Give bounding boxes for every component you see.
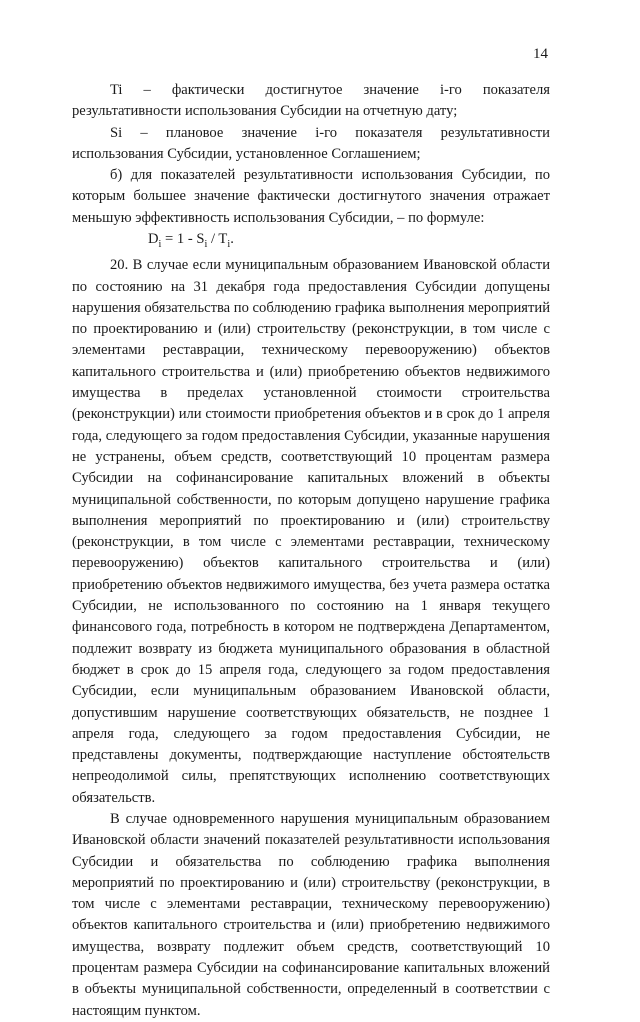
clause-20-simultaneous: В случае одновременного нарушения муниципальным образованием Ивановской области значений показателей результативности использования Субсидии и обязательства по соблюдению графика выполнения мероприятий по проектированию и (или) строительству (реконструкции, в том числе с элементами реставрации, техническому перевооружению) объектов капитального строительства и (или) приобретению недвижимого имущества, возврату подлежит объем средств, соответствующий 10 процентам размера Субсидии на софинансирование капитальных вложений в объекты муниципальной собственности, определенный в соответствии с настоящим пунктом. (72, 811, 550, 1019)
formula-divider: / T (207, 231, 228, 248)
formula-lhs-sub: i (158, 238, 162, 250)
definition-si: Si – плановое значение i-го показателя результативности использования Субсидии, установленное Соглашением; (72, 124, 550, 162)
formula-t-sub: i (227, 238, 231, 250)
formula-middle: = 1 - S (161, 231, 205, 248)
page-number: 14 (533, 46, 548, 62)
formula-di (72, 229, 550, 255)
formula-end: . (230, 231, 234, 248)
clause-b: б) для показателей результативности использования Субсидии, по которым большее значение фактически достигнутого значения отражает меньшую эффективность использования Субсидии, – по формуле: (72, 167, 550, 226)
definition-ti: Ti – фактически достигнутое значение i-го показателя результативности использования Субсидии на отчетную дату; (72, 82, 550, 120)
document-body (72, 80, 550, 1022)
formula-s-sub: i (204, 238, 208, 250)
clause-20: 20. В случае если муниципальным образованием Ивановской области по состоянию на 31 декабря года предоставления Субсидии допущены нарушения обязательства по соблюдению графика выполнения мероприятий по проектированию и (или) строительству (реконструкции, в том числе с элементами реставрации, техническому перевооружению) объектов капитального строительства и (или) приобретению объектов недвижимого имущества в пределах установленной стоимости строительства (реконструкции) или стоимости приобретения объектов и в срок до 1 апреля года, следующего за годом предоставления Субсидии, указанные нарушения не устранены, объем средств, соответствующий 10 процентам размера Субсидии на софинансирование капитальных вложений в объекты муниципальной собственности, по которым допущено нарушение графика выполнения мероприятий по проектированию и (или) строительству (реконструкции, в том числе с элементами реставрации, техническому перевооружению) объектов капитального строительства и (или) приобретению объектов недвижимого имущества, без учета размера остатка Субсидии, не использованного по состоянию на 1 января текущего финансового года, потребность в котором не подтверждена Департаментом, подлежит возврату из бюджета муниципального образования в областной бюджет в срок до 15 апреля года, следующего за годом предоставления Субсидии, если муниципальным образованием Ивановской области, допустившим нарушение соответствующих обязательств, не позднее 1 апреля года, следующего за годом предоставления Субсидии, не представлены документы, подтверждающие наступление обстоятельств непреодолимой силы, препятствующих исполнению соответствующих обязательств. (72, 257, 551, 806)
formula-lhs: D (148, 231, 159, 248)
